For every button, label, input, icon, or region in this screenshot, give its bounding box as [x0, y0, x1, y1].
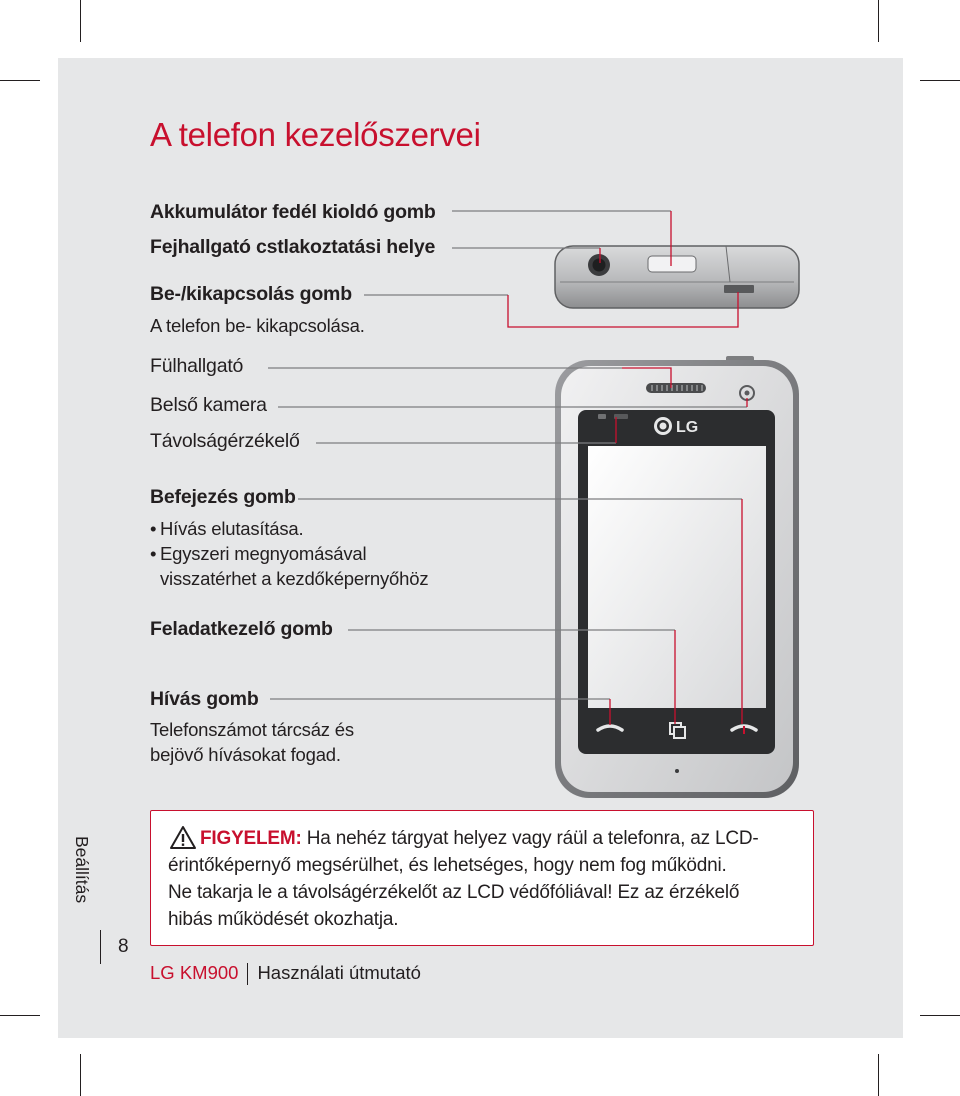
label-headset-jack: Fejhallgató cstlakoztatási helye: [150, 236, 436, 258]
footer-brand: LG KM900: [150, 962, 239, 983]
crop-mark: [920, 80, 960, 81]
crop-mark: [878, 1054, 879, 1096]
crop-mark: [920, 1015, 960, 1016]
call-key-description: Telefonszámot tárcsáz és: [150, 719, 354, 740]
manual-page: [58, 58, 903, 1038]
label-call-key: Hívás gomb: [150, 688, 259, 710]
warning-box: [150, 810, 814, 946]
footer-separator: [247, 963, 248, 985]
page-number: 8: [118, 936, 129, 957]
phone-diagram: [58, 58, 903, 808]
crop-mark: [878, 0, 879, 42]
end-key-bullet-continued: visszatérhet a kezdőképernyőhöz: [160, 568, 429, 589]
call-key-description: bejövő hívásokat fogad.: [150, 744, 341, 765]
phone-front-view: [555, 356, 799, 798]
proximity-sensor-icon: [598, 414, 606, 419]
crop-mark: [0, 80, 40, 81]
label-battery-cover-release: Akkumulátor fedél kioldó gomb: [150, 201, 436, 223]
end-key-bullet: • Egyszeri megnyomásával: [150, 543, 367, 564]
label-task-manager-key: Feladatkezelő gomb: [150, 618, 333, 640]
warning-text: FIGYELEM: Ha nehéz tárgyat helyez vagy ráül a telefonra, az LCD- érintőképernyő megsérülhet, és lehetséges, hogy nem fog működni. Ne takarja le a távolságérzékelőt az LCD védőfóliával! Ez az érzékelő hibás működését okozhatja.: [168, 828, 759, 930]
lg-logo: [654, 417, 698, 436]
label-proximity-sensor: Távolságérzékelő: [150, 430, 300, 452]
page-title: A telefon kezelőszervei: [150, 116, 481, 153]
end-key-bullet: • Hívás elutasítása.: [150, 518, 304, 539]
svg-text:LG: LG: [676, 419, 699, 436]
label-power-key: Be-/kikapcsolás gomb: [150, 283, 352, 305]
crop-mark: [80, 1054, 81, 1096]
warning-title: FIGYELEM:: [200, 828, 302, 849]
section-tab-label: Beállítás: [72, 836, 92, 904]
footer-manual-title: Használati útmutató: [257, 962, 421, 983]
headset-jack-icon: [588, 254, 610, 276]
crop-mark: [80, 0, 81, 42]
label-earpiece: Fülhallgató: [150, 355, 244, 377]
footer: [150, 962, 421, 985]
power-key-icon: [724, 285, 754, 293]
crop-mark: [0, 1015, 40, 1016]
phone-top-view: [555, 246, 799, 308]
label-front-camera: Belső kamera: [150, 394, 267, 416]
power-key-description: A telefon be- kikapcsolása.: [150, 315, 365, 336]
label-end-key: Befejezés gomb: [150, 486, 296, 508]
battery-cover-release-icon: [648, 256, 696, 272]
section-divider: [100, 930, 101, 964]
